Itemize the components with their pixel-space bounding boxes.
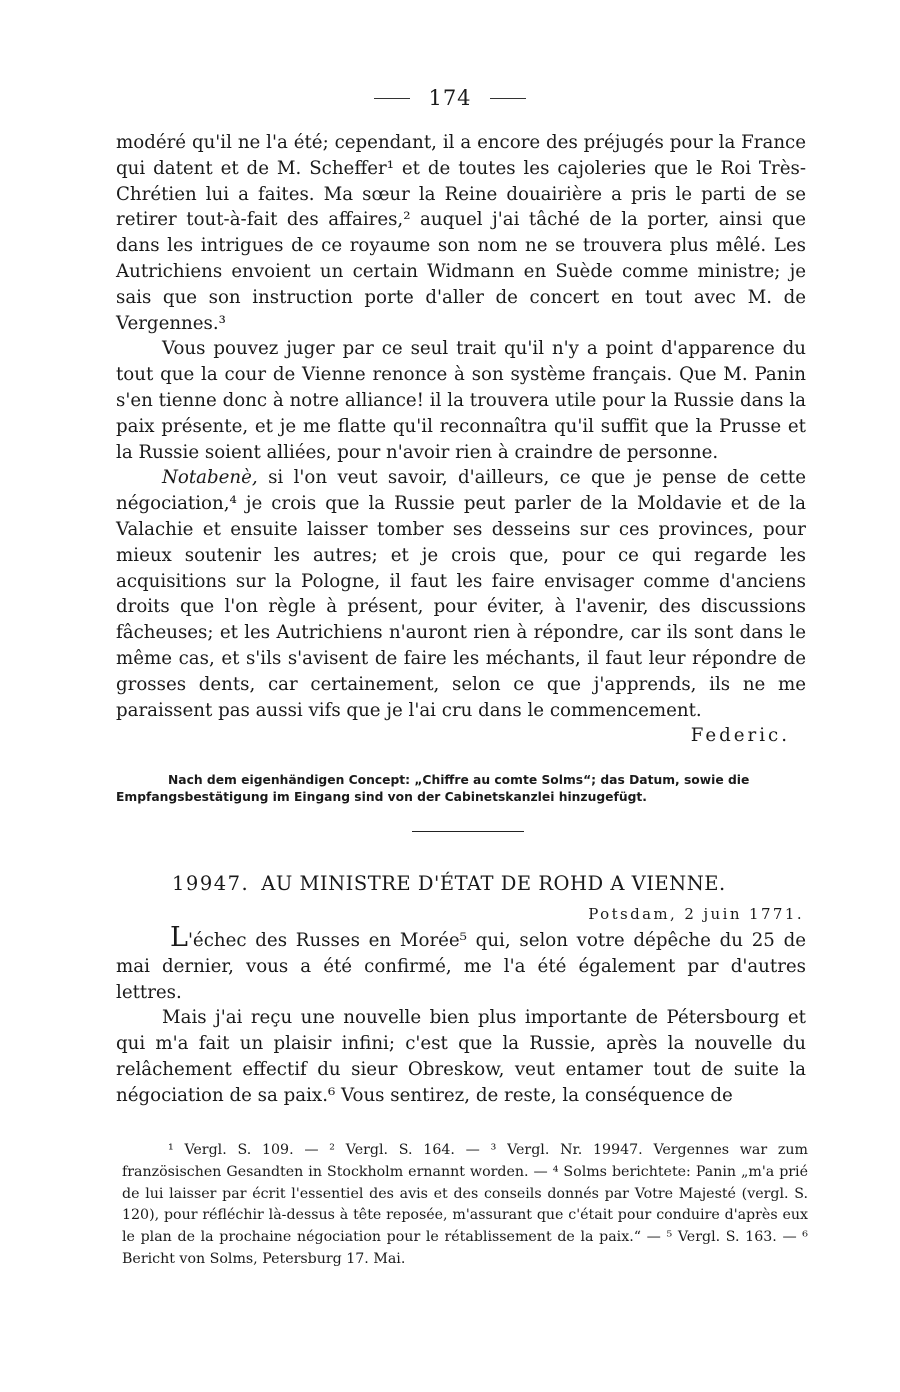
signature: Federic. <box>690 725 790 747</box>
paragraph-3-text: si l'on veut savoir, d'ailleurs, ce que je pense de cette négociation,⁴ je crois que la Russie peut parler de la Moldavie et de la Valachie et ensuite laisser tomber ses desseins sur ces provinces, pour mieux soutenir les autres; et je crois que, pour ce qui regarde les acquisitions sur la Pologne, il faut les faire envisager comme d'anciens droits que l'on règle à présent, pour éviter, à l'avenir, des discussions fâcheuses; et les Autrichiens n'auront rien à répondre, car ils sont dans le même cas, et s'ils s'avisent de faire les méchants, il faut leur répondre de grosses dents, car certainement, selon ce que j'apprends, ils ne me paraissent pas aussi vifs que je l'ai cru dans le commencement. <box>116 467 806 721</box>
letter-body <box>116 922 806 1109</box>
initial-letter: L <box>170 922 188 953</box>
paragraph-3 <box>116 465 806 723</box>
letter-number: 19947. <box>172 872 250 895</box>
place-date: Potsdam, 2 juin 1771. <box>588 905 804 923</box>
footnotes <box>122 1140 808 1271</box>
letter-title: AU MINISTRE D'ÉTAT DE ROHD A VIENNE. <box>261 872 726 895</box>
letter-continuation <box>116 130 806 749</box>
source-note: Nach dem eigenhändigen Concept: „Chiffre au comte Solms“; das Datum, sowie die Empfangsbestätigung im Eingang sind von der Cabinetskanzlei hinzugefügt. <box>116 773 750 804</box>
footnote-text: ¹ Vergl. S. 109. — ² Vergl. S. 164. — ³ Vergl. Nr. 19947. Vergennes war zum französischen Gesandten in Stockholm ernannt worden. — ⁴ Solms berichtete: Panin „m'a prié de lui laisser par écrit l'essentiel des avis et des conseils donnés par Votre Majesté (vergl. S. 120), pour réfléchir là-dessus à tête reposée, m'assurant que c'était pour conduire d'après eux le plan de la prochaine négociation pour le rétablissement de la paix.“ — ⁵ Vergl. S. 163. — ⁶ Bericht von Solms, Petersburg 17. Mai. <box>122 1142 808 1267</box>
paragraph-1: modéré qu'il ne l'a été; cependant, il a encore des préjugés pour la France qui datent et de M. Scheffer¹ et de toutes les cajoleries que le Roi Très-Chrétien lui a faites. Ma sœur la Reine douairière a pris le parti de se retirer tout-à-fait des affaires,² auquel j'ai tâché de la porter, ainsi que dans les intrigues de ce royaume son nom ne se trouvera plus mêlé. Les Autrichiens envoient un certain Widmann en Suède comme ministre; je sais que son instruction porte d'aller de concert en tout avec M. de Vergennes.³ <box>116 132 806 334</box>
letter-paragraph-2: Mais j'ai reçu une nouvelle bien plus importante de Pétersbourg et qui m'a fait un plaisir infini; c'est que la Russie, après la nouvelle du relâchement effectif du sieur Obreskow, veut entamer tout de suite la négociation de sa paix.⁶ Vous sentirez, de reste, la conséquence de <box>116 1007 806 1106</box>
letter-paragraph-1 <box>116 922 806 1005</box>
page-number: 174 <box>428 86 472 110</box>
letter-heading <box>172 872 726 895</box>
header-dash-right <box>490 98 526 99</box>
notabene-italic: Notabenè, <box>162 467 258 489</box>
letter-paragraph-1-text: 'échec des Russes en Morée⁵ qui, selon votre dépêche du 25 de mai dernier, vous a été confirmé, me l'a été également par d'autres lettres. <box>116 930 806 1003</box>
page-header <box>0 86 900 116</box>
header-dash-left <box>374 98 410 99</box>
paragraph-2: Vous pouvez juger par ce seul trait qu'il n'y a point d'apparence du tout que la cour de Vienne renonce à son système français. Que M. Panin s'en tienne donc à notre alliance! il la trouvera utile pour la Russie dans la paix présente, et je me flatte qu'il reconnaîtra qu'il suffit que la Prusse et la Russie soient alliées, pour n'avoir rien à craindre de personne. <box>116 338 806 463</box>
section-divider <box>412 831 524 832</box>
